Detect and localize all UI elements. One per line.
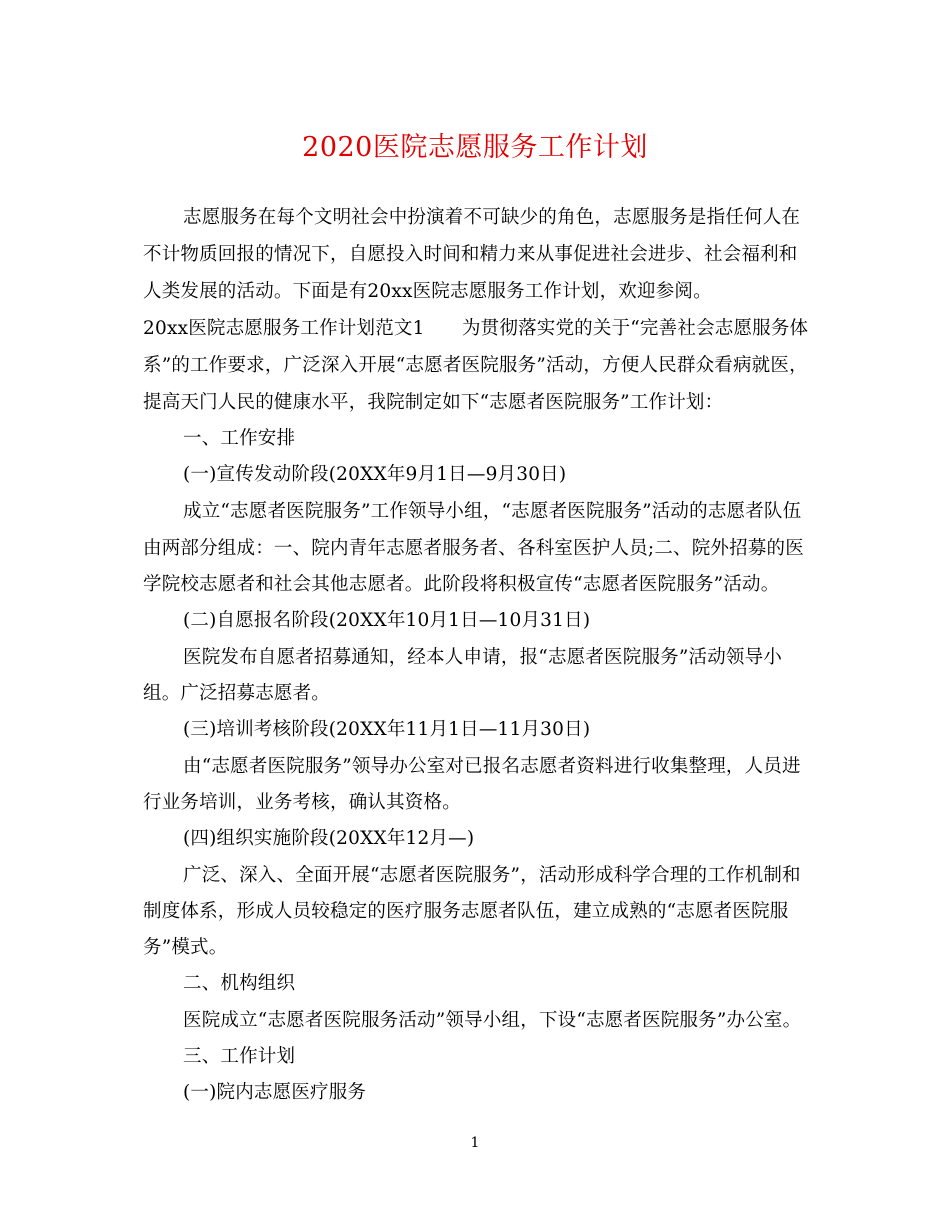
page-number: 1 — [470, 1135, 480, 1151]
paragraph-line: 系”的工作要求，广泛深入开展“志愿者医院服务”活动，方便人民群众看病就医， — [143, 355, 808, 376]
paragraph-line: 由“志愿者医院服务”领导办公室对已报名志愿者资料进行收集整理，人员进 — [183, 756, 801, 777]
section-heading: 三、工作计划 — [183, 1046, 296, 1067]
paragraph-line: 组。广泛招募志愿者。 — [143, 683, 331, 704]
paragraph-line: 制度体系，形成人员较稳定的医疗服务志愿者队伍，建立成熟的“志愿者医院服 — [143, 901, 789, 922]
paragraph-line: 志愿服务在每个文明社会中扮演着不可缺少的角色，志愿服务是指任何人在 — [183, 207, 801, 228]
subsection-heading: (一)宣传发动阶段(20XX年9月1日—9月30日) — [183, 464, 567, 485]
paragraph-line: 学院校志愿者和社会其他志愿者。此阶段将积极宣传“志愿者医院服务”活动。 — [143, 574, 780, 595]
section-heading: 二、机构组织 — [183, 973, 296, 994]
paragraph-line: 提高天门人民的健康水平，我院制定如下“志愿者医院服务”工作计划： — [143, 392, 724, 413]
paragraph-line: 由两部分组成：一、院内青年志愿者服务者、各科室医护人员;二、院外招募的医 — [143, 538, 804, 559]
subsection-heading: (四)组织实施阶段(20XX年12月—) — [183, 828, 475, 849]
section-heading: 一、工作安排 — [183, 428, 296, 449]
paragraph-line: 医院发布自愿者招募通知，经本人申请，报“志愿者医院服务”活动领导小 — [183, 647, 783, 668]
paragraph-line: 20xx医院志愿服务工作计划范文1 为贯彻落实党的关于“完善社会志愿服务体 — [143, 318, 809, 339]
paragraph-line: 务”模式。 — [143, 937, 228, 958]
paragraph-line: 人类发展的活动。下面是有20xx医院志愿服务工作计划，欢迎参阅。 — [143, 281, 712, 302]
subsection-heading: (三)培训考核阶段(20XX年11月1日—11月30日) — [183, 719, 591, 740]
subsection-heading: (一)院内志愿医疗服务 — [183, 1082, 367, 1103]
paragraph-line: 不计物质回报的情况下，自愿投入时间和精力来从事促进社会进步、社会福利和 — [143, 244, 798, 265]
paragraph-line: 医院成立“志愿者医院服务活动”领导小组，下设“志愿者医院服务”办公室。 — [183, 1010, 802, 1031]
paragraph-line: 成立“志愿者医院服务”工作领导小组，“志愿者医院服务”活动的志愿者队伍 — [183, 501, 802, 522]
document-title: 2020医院志愿服务工作计划 — [302, 132, 648, 163]
subsection-heading: (二)自愿报名阶段(20XX年10月1日—10月31日) — [183, 610, 591, 631]
paragraph-line: 广泛、深入、全面开展“志愿者医院服务”，活动形成科学合理的工作机制和 — [183, 865, 801, 886]
paragraph-line: 行业务培训，业务考核，确认其资格。 — [143, 792, 461, 813]
